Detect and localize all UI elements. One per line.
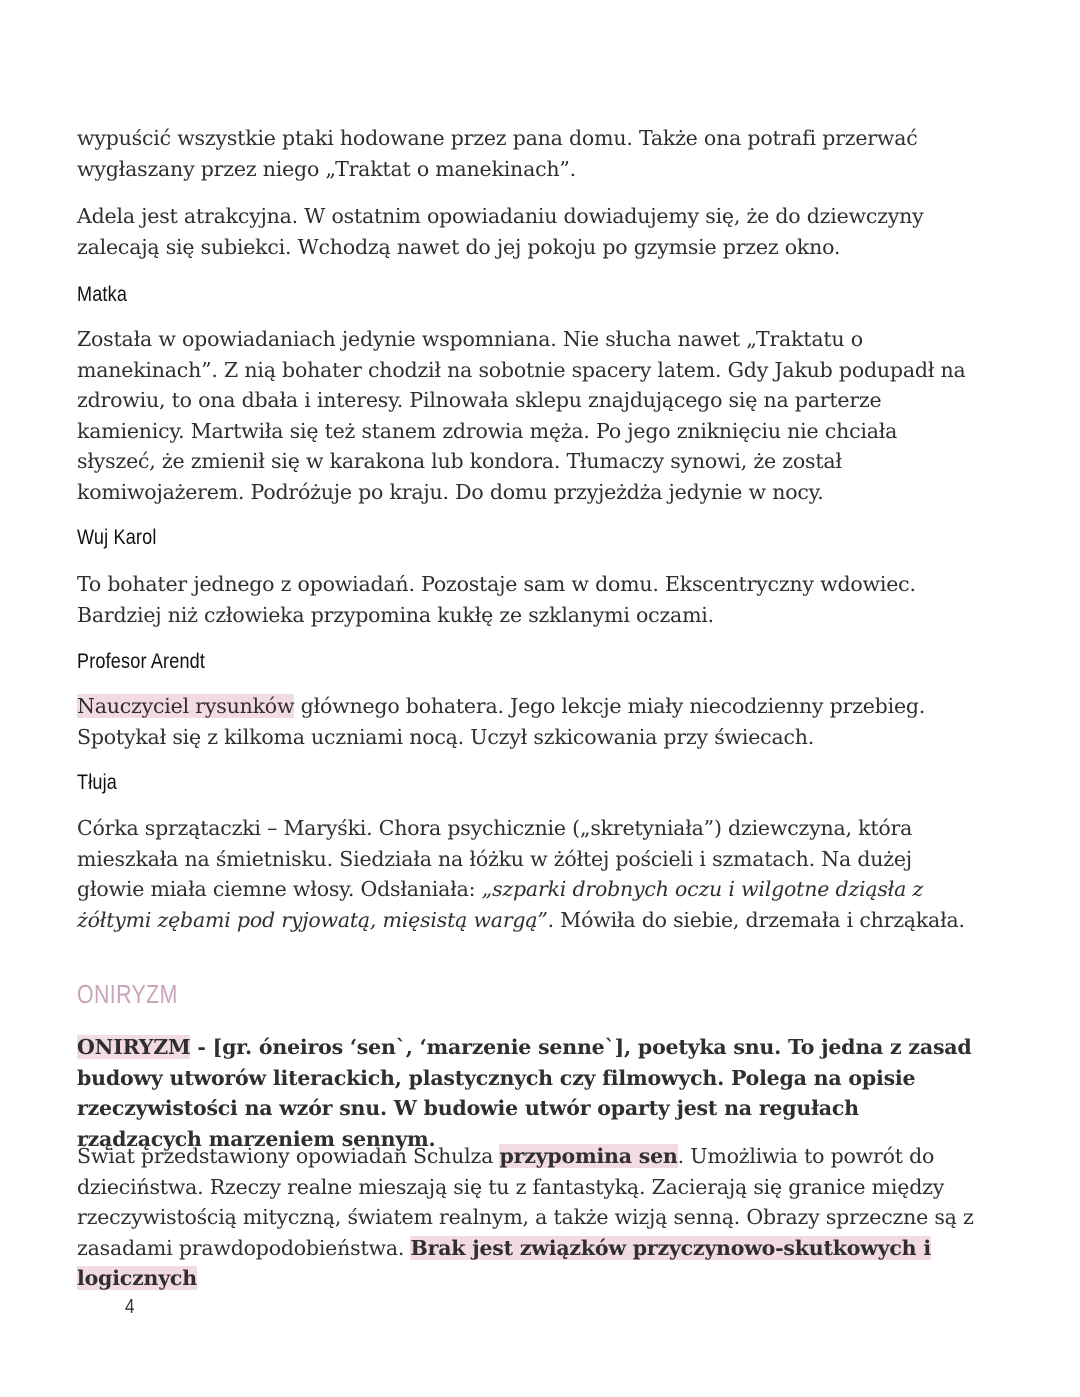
highlighted-text: przypomina sen — [499, 1144, 678, 1168]
paragraph-text-start: Świat przedstawiony opowiadań Schulza — [77, 1144, 500, 1168]
heading-oniryzm — [77, 979, 982, 1010]
quote-text: „szparki drobnych oczu i wilgotne dziąsła z żółtymi zębami pod ryjowatą, mięsistą wargą” — [77, 877, 924, 932]
definition-body: - [gr. óneiros ‘sen`, ‘marzenie senne`], poetyka snu. To jedna z zasad budowy utworów literackich, plastycznych czy filmowych. Polega na opisie rzeczywistości na wzór snu. W budowie utwór oparty jest na regułach rządzących marzeniem sennym. — [77, 1035, 972, 1151]
section-heading: Matka — [77, 283, 128, 306]
definition-text — [77, 1032, 982, 1154]
heading-profesor-arendt — [77, 650, 982, 674]
page-number: 4 — [125, 1296, 135, 1318]
paragraph-text — [77, 1141, 982, 1294]
paragraph-text: wypuścić wszystkie ptaki hodowane przez pana domu. Także ona potrafi przerwać wygłaszany przez niego „Traktat o manekinach”. — [77, 126, 918, 181]
paragraph-oniryzm-definition — [77, 1032, 982, 1154]
paragraph-text-start: Córka sprzątaczki – Maryśki. Chora psychicznie („skretyniała”) dziewczyna, która mieszkała na śmietnisku. Siedziała na łóżku w żółtej pościeli i szmatach. Na dużej głowie miała ciemne włosy. Odsłaniała: — [77, 816, 913, 901]
heading-wuj-karol — [77, 526, 982, 550]
paragraph-text: Adela jest atrakcyjna. W ostatnim opowiadaniu dowiadujemy się, że do dziewczyny zalecają się subiekci. Wchodzą nawet do jej pokoju po gzymsie przez okno. — [77, 204, 924, 259]
paragraph-text-rest: głównego bohatera. Jego lekcje miały niecodzienny przebieg. Spotykał się z kilkoma uczniami nocą. Uczył szkicowania przy świecach. — [77, 694, 926, 749]
highlighted-text: Brak jest związków przyczynowo-skutkowych i logicznych — [77, 1235, 931, 1290]
heading-tluja — [77, 771, 982, 795]
paragraph-text-mid: . Umożliwia to powrót do dzieciństwa. Rzeczy realne mieszają się tu z fantastyką. Zacierają się granice między rzeczywistością mityczną, światem realnym, a także wizją senną. Obrazy sprzeczne są z zasadami prawdopodobieństwa. — [77, 1144, 974, 1260]
section-heading: Tłuja — [77, 771, 118, 794]
paragraph-text: To bohater jednego z opowiadań. Pozostaje sam w domu. Ekscentryczny wdowiec. Bardziej niż człowieka przypomina kukłę ze szklanymi oczami. — [77, 572, 916, 627]
paragraph-wuj-karol — [77, 569, 982, 630]
heading-matka — [77, 283, 982, 307]
paragraph-profesor-arendt — [77, 691, 982, 752]
paragraph-intro-1 — [77, 123, 982, 184]
paragraph-oniryzm-world — [77, 1141, 982, 1294]
paragraph-text: Została w opowiadaniach jedynie wspomniana. Nie słucha nawet „Traktatu o manekinach”. Z nią bohater chodził na sobotnie spacery latem. Gdy Jakub podupadł na zdrowiu, to ona dbała i interesy. Pilnowała sklepu znajdującego się na parterze kamienicy. Martwiła się też stanem zdrowia męża. Po jego zniknięciu nie chciała słyszeć, że zmienił się w karakona lub kondora. Tłumaczy synowi, że został komiwojażerem. Podróżuje po kraju. Do domu przyjeżdża jedynie w nocy. — [77, 327, 966, 504]
section-heading: Wuj Karol — [77, 526, 157, 549]
section-heading: Profesor Arendt — [77, 650, 206, 673]
paragraph-matka — [77, 324, 982, 507]
paragraph-intro-2 — [77, 201, 982, 262]
paragraph-text — [77, 813, 982, 935]
highlighted-term: ONIRYZM — [77, 1035, 191, 1059]
paragraph-text — [77, 691, 982, 752]
highlighted-text: Nauczyciel rysunków — [77, 694, 295, 718]
chapter-heading: ONIRYZM — [77, 979, 178, 1009]
paragraph-text-end: . Mówiła do siebie, drzemała i chrząkała. — [547, 907, 965, 932]
paragraph-tluja — [77, 813, 982, 935]
